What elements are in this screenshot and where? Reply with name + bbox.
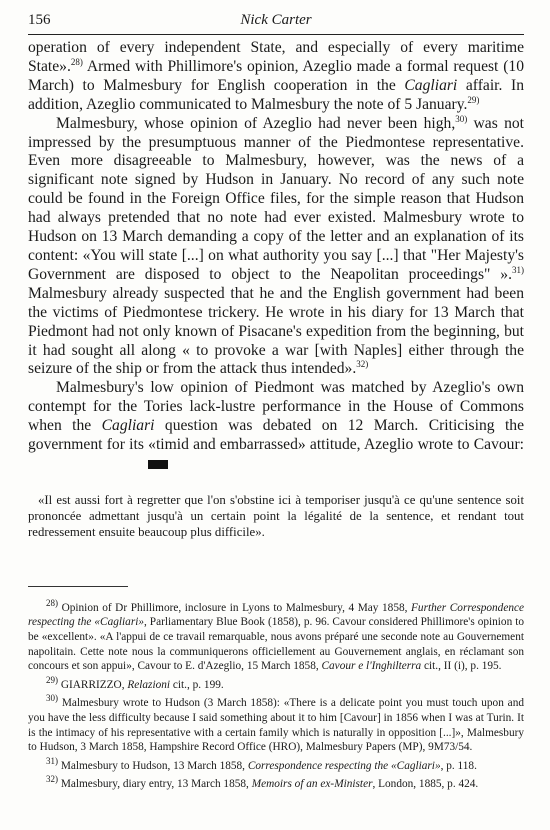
page <box>28 12 524 796</box>
text-run: , p. 118. <box>440 759 477 772</box>
footnote <box>28 774 524 792</box>
paragraph <box>28 115 524 380</box>
page-number: 156 <box>28 12 51 28</box>
footnote <box>28 693 524 754</box>
text-run: , Parliamentary Blue Book (1858), p. 96. Cavour considered Phillimore's opinion to be «excellent». «A l'appui de ce travail remarquable, nous avons préparé une seconde note au Gouvernement napolitain. Cette note nous la communiquerons officiellement au Gouvernement anglais, en réclamant son concours et son appui», Cavour to E. d'Azeglio, 15 March 1858, <box>28 616 524 673</box>
text-run: affair. In addition, Azeglio communicated to Malmesbury the note of 5 January. <box>28 76 524 113</box>
italic-run: Correspondence respecting the «Cagliari» <box>247 759 441 772</box>
running-head: Nick Carter <box>240 12 312 28</box>
footnote-number: 29) <box>46 675 58 686</box>
body-text <box>28 39 524 474</box>
text-run: Malmesbury to Hudson, 13 March 1858, <box>58 759 248 772</box>
text-run: Malmesbury, whose opinion of Azeglio had never been high, <box>56 114 456 132</box>
footnote <box>28 756 524 774</box>
italic-run: Cavour e l'Inghilterra <box>321 660 422 673</box>
italic-run: Cagliari <box>101 417 155 435</box>
text-run: Malmesbury already suspected that he and the English government had been the victims of Piedmontese trickery. He wrote in his diary for 13 March that Piedmont had not only known of Pisacane's expedition from the beginning, but it had sought all along « to provoke a war [with Naples] either through the seizure of the ship or from the attack thus intended». <box>28 284 524 378</box>
footnote-number: 32) <box>46 774 58 785</box>
text-run: was not impressed by the presumptuous manner of the Piedmontese representative. Even more disagreeable to Malmesbury, however, was the news of a significant note signed by Hudson in January. No record of any such note could be found in the Foreign Office files, for the simple reason that Hudson had always pretended that no note had ever existed. Malmesbury wrote to Hudson on 13 March demanding a copy of the letter and an explanation of its content: «You will state [...] on what authority you say [...] that "Her Majesty's Government are disposed to object to the Neapolitan proceedings" ». <box>28 114 524 283</box>
text-run: Opinion of Dr Phillimore, inclosure in Lyons to Malmesbury, 4 May 1858, <box>58 601 412 614</box>
italic-run: Cagliari <box>404 76 458 94</box>
footnote-ref: 32) <box>356 359 369 370</box>
text-run: cit., II (i), p. 195. <box>421 660 502 673</box>
text-run: , London, 1885, p. 424. <box>372 778 479 791</box>
footnote <box>28 675 524 693</box>
footnote-rule <box>28 586 128 587</box>
footnote-number: 28) <box>46 598 58 609</box>
block-quote: «Il est aussi fort à regretter que l'on s'obstine ici à temporiser jusqu'à ce qu'une sentence soit prononcée admettant jusqu'à un certain point la légalité de la sentence, et rendant tout redressement ensuite beaucoup plus difficile». <box>28 492 524 539</box>
text-run: cit., p. 199. <box>170 678 224 691</box>
text-run: GIARRIZZO, <box>58 678 128 691</box>
text-run: Malmesbury, diary entry, 13 March 1858, <box>58 778 252 791</box>
text-run: Armed with Phillimore's opinion, Azeglio made a formal request (10 March) to Malmesbury for English cooperation in the <box>28 57 524 94</box>
paragraph <box>28 39 524 115</box>
footnote-ref: 31) <box>512 264 524 275</box>
footnotes <box>28 598 525 792</box>
scan-mark <box>148 460 168 469</box>
italic-run: Further Correspondence respecting the «Cagliari» <box>28 601 525 629</box>
text-run: operation of every independent State, and especially of every maritime State». <box>28 39 524 75</box>
footnote-number: 30) <box>46 693 58 704</box>
footnote-ref: 28) <box>70 56 83 67</box>
footnote <box>28 598 525 674</box>
footnote-ref: 29) <box>467 94 480 105</box>
text-run: Malmesbury wrote to Hudson (3 March 1858): «There is a delicate point you must touch upon and you have the less difficulty because I said something about it to him [Cavour] in 1856 when I was at Turin. It is the intimacy of his representative with a certain family which is naturally in opposition [...]», Malmesbury to Hudson, 3 March 1858, Hampshire Record Office (HRO), Malmesbury Papers (MP), 9M73/54. <box>28 697 524 754</box>
text-run: question was debated on 12 March. Criticising the government for its «timid and embarrassed» attitude, Azeglio wrote to Cavour: <box>28 417 524 454</box>
italic-run: Relazioni <box>127 678 171 691</box>
footnote-number: 31) <box>46 756 58 767</box>
footnote-ref: 30) <box>455 113 468 124</box>
italic-run: Memoirs of an ex-Minister <box>251 778 373 791</box>
paragraph <box>28 379 524 474</box>
page-header <box>28 12 524 35</box>
text-run: Malmesbury's low opinion of Piedmont was matched by Azeglio's own contempt for the Tories lack-lustre performance in the House of Commons when the <box>28 379 524 435</box>
